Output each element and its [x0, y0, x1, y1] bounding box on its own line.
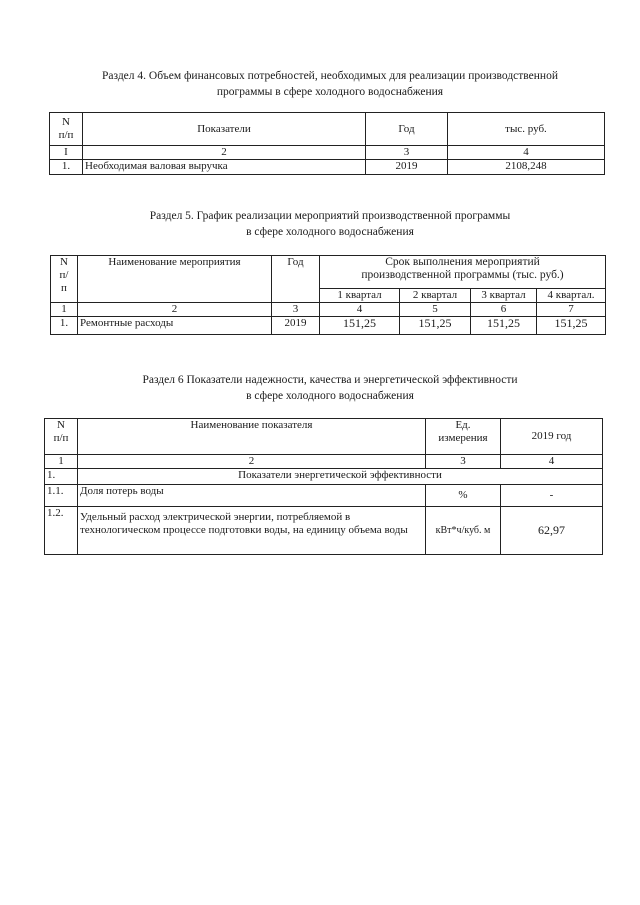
row-quarter-value: 151,25	[537, 317, 606, 335]
header-indicator-name: Наименование показателя	[78, 419, 426, 455]
table-row	[45, 485, 603, 507]
column-number: 4	[501, 455, 603, 469]
header-measure-name: Наименование мероприятия	[78, 256, 272, 303]
column-number: 5	[400, 303, 471, 317]
section-4-title-line2: программы в сфере холодного водоснабжения	[216, 86, 444, 98]
row-number: 1.1.	[45, 485, 78, 507]
section-6-title	[60, 372, 600, 404]
section-5-title-line2: в сфере холодного водоснабжения	[246, 226, 414, 238]
column-number: 1	[45, 455, 78, 469]
row-unit: %	[426, 485, 501, 507]
header-year: 2019 год	[501, 419, 603, 455]
column-number: 3	[426, 455, 501, 469]
column-number: 7	[537, 303, 606, 317]
header-quarter: 2 квартал	[400, 289, 471, 303]
row-number: 1.	[51, 317, 78, 335]
table-row	[50, 160, 605, 175]
section-6-table	[44, 418, 603, 555]
row-name: Удельный расход электрической энергии, потребляемой в технологическом процессе подготовки воды, на единицу объема воды	[78, 507, 426, 555]
column-number: 1	[51, 303, 78, 317]
column-number: 4	[320, 303, 400, 317]
section-6-title-line2: в сфере холодного водоснабжения	[246, 390, 414, 402]
row-value: 2108,248	[448, 160, 605, 175]
row-value: 62,97	[501, 507, 603, 555]
header-indicators: Показатели	[83, 113, 366, 146]
row-quarter-value: 151,25	[471, 317, 537, 335]
header-year: Год	[272, 256, 320, 303]
section-4-title	[60, 68, 600, 100]
row-name: Ремонтные расходы	[78, 317, 272, 335]
row-year: 2019	[366, 160, 448, 175]
header-number: N п/ п	[51, 256, 78, 303]
row-number: 1.2.	[45, 507, 78, 555]
column-number: 6	[471, 303, 537, 317]
group-number: 1.	[45, 469, 78, 485]
row-year: 2019	[272, 317, 320, 335]
table-group-row	[45, 469, 603, 485]
column-number: I	[50, 146, 83, 160]
section-5-title	[60, 208, 600, 240]
column-number: 2	[78, 455, 426, 469]
section-6-title-line1: Раздел 6 Показатели надежности, качества и энергетической эффективности	[142, 374, 518, 386]
row-quarter-value: 151,25	[320, 317, 400, 335]
header-number: N п/п	[45, 419, 78, 455]
column-number: 2	[83, 146, 366, 160]
section-4-title-line1: Раздел 4. Объем финансовых потребностей, необходимых для реализации производственной	[102, 70, 558, 82]
header-term: Срок выполнения мероприятий производственной программы (тыс. руб.)	[320, 256, 606, 289]
header-thousand-rub: тыс. руб.	[448, 113, 605, 146]
row-unit: кВт*ч/куб. м	[426, 507, 501, 555]
section-5-table	[50, 255, 606, 335]
section-5-title-line1: Раздел 5. График реализации мероприятий производственной программы	[149, 210, 511, 222]
header-quarter: 4 квартал.	[537, 289, 606, 303]
column-number: 2	[78, 303, 272, 317]
column-number: 3	[366, 146, 448, 160]
header-number: N п/п	[50, 113, 83, 146]
header-quarter: 1 квартал	[320, 289, 400, 303]
row-name: Необходимая валовая выручка	[83, 160, 366, 175]
table-row	[51, 317, 606, 335]
column-number: 3	[272, 303, 320, 317]
group-name: Показатели энергетической эффективности	[78, 469, 603, 485]
row-quarter-value: 151,25	[400, 317, 471, 335]
table-row	[45, 507, 603, 555]
section-4-table	[49, 112, 605, 175]
header-year: Год	[366, 113, 448, 146]
header-unit: Ед. измерения	[426, 419, 501, 455]
row-value: -	[501, 485, 603, 507]
column-number: 4	[448, 146, 605, 160]
row-number: 1.	[50, 160, 83, 175]
row-name: Доля потерь воды	[78, 485, 426, 507]
header-quarter: 3 квартал	[471, 289, 537, 303]
